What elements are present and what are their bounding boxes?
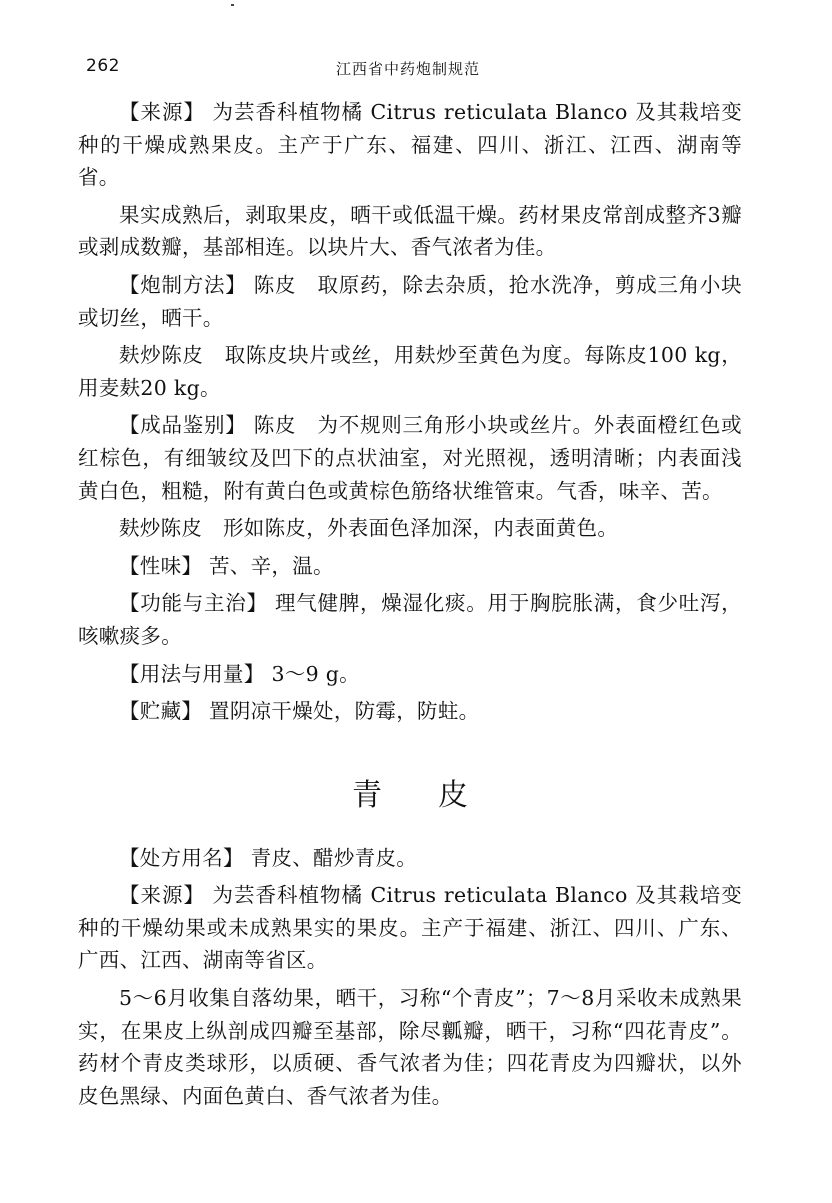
storage-label: 【贮藏】 [119, 699, 203, 724]
storage-text: 置阴凉干燥处，防霉，防蛀。 [209, 699, 480, 724]
chenpi-taste [78, 550, 742, 583]
scan-mark [231, 4, 234, 6]
chenpi-fuchao: 麸炒陈皮 取陈皮块片或丝，用麸炒至黄色为度。每陈皮100 kg，用麦麸20 kg。 [78, 343, 742, 400]
qingpi-source-text: 为芸香科植物橘 Citrus reticulata Blanco 及其栽培变种的干燥幼果或未成熟果实的果皮。主产于福建、浙江、四川、广东、广西、江西、湖南等省区。 [78, 883, 742, 973]
processing-label: 【炮制方法】 [119, 272, 247, 297]
usage-label: 【用法与用量】 [119, 661, 265, 686]
chenpi-usage [78, 658, 742, 691]
chenpi-source [78, 96, 742, 194]
chenpi-processing [78, 269, 742, 334]
running-title: 江西省中药炮制规范 [336, 60, 481, 78]
qingpi-harvest: 5～6月收集自落幼果，晒干，习称“个青皮”；7～8月采收未成熟果实，在果皮上纵剖成四瓣至基部，除尽瓤瓣，晒干，习称“四花青皮”。药材个青皮类球形，以质硬、香气浓者为佳；四花青皮为四瓣状，以外皮色黑绿、内面色黄白、香气浓者为佳。 [78, 986, 742, 1108]
chenpi-identification [78, 409, 742, 507]
qingpi-source-label: 【来源】 [119, 883, 205, 908]
section-title: 青皮 [352, 777, 524, 813]
page-header [78, 56, 754, 80]
chenpi-storage [78, 695, 742, 728]
function-text: 理气健脾，燥湿化痰。用于胸脘胀满，食少吐泻，咳嗽痰多。 [78, 591, 742, 648]
function-label: 【功能与主治】 [119, 591, 268, 616]
taste-label: 【性味】 [119, 553, 203, 578]
identification-text: 陈皮 为不规则三角形小块或丝片。外表面橙红色或红棕色，有细皱纹及凹下的点状油室，对光照视，透明清晰；内表面浅黄白色，粗糙，附有黄白色或黄棕色筋络状维管束。气香，味辛、苦。 [78, 413, 742, 503]
chenpi-identification-fuchao: 麸炒陈皮 形如陈皮，外表面色泽加深，内表面黄色。 [119, 516, 619, 541]
processing-text: 陈皮 取原药，除去杂质，抢水洗净，剪成三角小块或切丝，晒干。 [78, 272, 742, 330]
chenpi-harvest: 果实成熟后，剥取果皮，晒干或低温干燥。药材果皮常剖成整齐3瓣或剥成数瓣，基部相连。以块片大、香气浓者为佳。 [78, 202, 742, 260]
source-label: 【来源】 [119, 100, 205, 124]
taste-text: 苦、辛，温。 [209, 553, 334, 578]
names-label: 【处方用名】 [119, 845, 244, 870]
names-text: 青皮、醋炒青皮。 [250, 845, 418, 870]
qingpi-names [78, 842, 742, 875]
page-number: 262 [86, 56, 120, 76]
source-text: 为芸香科植物橘 Citrus reticulata Blanco 及其栽培变种的干燥成熟果皮。主产于广东、福建、四川、浙江、江西、湖南等省。 [78, 100, 742, 190]
usage-text: 3～9 g。 [271, 661, 360, 686]
page-body [78, 96, 742, 1112]
qingpi-source [78, 879, 742, 977]
chenpi-function [78, 587, 742, 652]
identification-label: 【成品鉴别】 [119, 413, 247, 438]
